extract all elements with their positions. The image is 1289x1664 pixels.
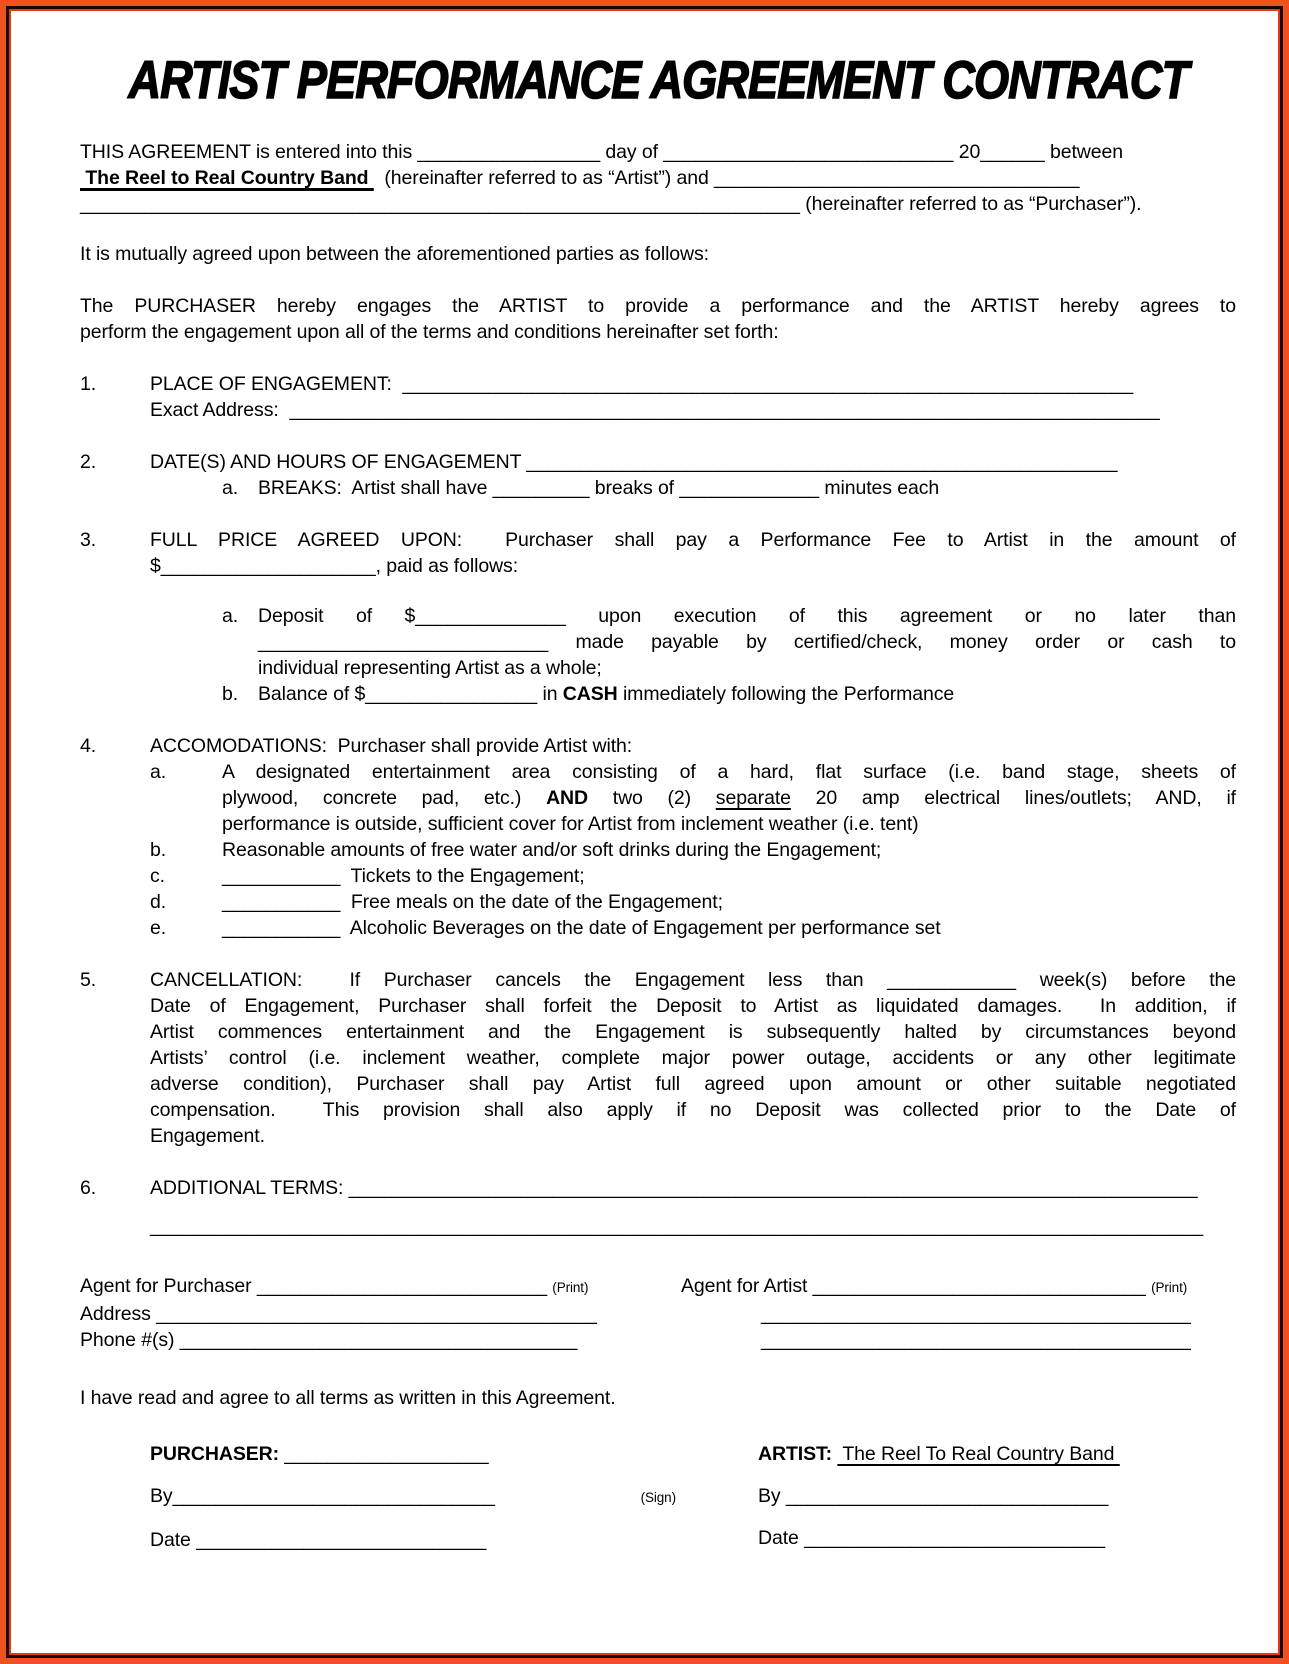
- text-run: Artist commences entertainment and the Engagement is subsequently halted by circumstances beyond: [150, 1020, 1236, 1043]
- opening-paragraph: [80, 139, 1236, 217]
- text-run: AND: [546, 786, 589, 809]
- text-run: Artists’ control (i.e. inclement weather, complete major power outage, accidents or any other legitimate: [150, 1046, 1236, 1069]
- text-run: Free meals on the date of the Engagement;: [340, 890, 723, 913]
- text-run: ADDITIONAL TERMS:: [150, 1176, 349, 1199]
- text-run: PLACE OF ENGAGEMENT:: [150, 372, 403, 395]
- text-run: $: [150, 554, 161, 577]
- text-line: [222, 863, 1236, 889]
- text-line: [150, 553, 1236, 579]
- item-sub: [222, 475, 1236, 501]
- text-run: _________________________________________________________________________________: [289, 398, 1160, 421]
- text-run: A designated entertainment area consisting of a hard, flat surface (i.e. band stage, sheets of: [222, 760, 1236, 783]
- text-run: By: [758, 1484, 786, 1507]
- text-line: [150, 1019, 1236, 1045]
- text-line: [222, 811, 1236, 837]
- text-run: ____________________________________________________________________: [402, 372, 1134, 395]
- text-run: _____________: [679, 476, 820, 499]
- text-run: ____________________: [160, 554, 376, 577]
- text-line: [80, 1273, 650, 1301]
- sub-body: [222, 915, 1236, 941]
- text-line: [150, 371, 1236, 397]
- sub-body: [222, 837, 1236, 863]
- agent-for-artist-column: [681, 1273, 1236, 1353]
- text-run: Address: [80, 1302, 157, 1325]
- text-run: The PURCHASER hereby engages the ARTIST to provide a performance and the ARTIST hereby agrees to: [80, 294, 1236, 317]
- text-run: Engagement.: [150, 1124, 265, 1147]
- text-line: [758, 1483, 1236, 1509]
- text-line: [758, 1525, 1236, 1551]
- text-run: __________________________________________________________________________________________________: [150, 1214, 1204, 1237]
- artist-band-name: The Reel To Real Country Band: [837, 1442, 1120, 1465]
- text-line: [150, 1527, 690, 1553]
- page-title: ARTIST PERFORMANCE AGREEMENT CONTRACT: [128, 51, 1188, 110]
- text-run: Alcoholic Beverages on the date of Engagement per performance set: [340, 916, 941, 939]
- text-line: [150, 993, 1236, 1019]
- text-run: day of: [600, 140, 664, 163]
- sub-letter: b.: [222, 682, 239, 705]
- acknowledgement-line: I have read and agree to all terms as written in this Agreement.: [80, 1386, 616, 1409]
- text-line: [150, 1175, 1236, 1201]
- text-run: Exact Address:: [150, 398, 290, 421]
- mutual-agreement-line: It is mutually agreed upon between the aforementioned parties as follows:: [80, 242, 709, 265]
- text-run: ____________________________: [804, 1526, 1105, 1549]
- text-run: _____________________________________: [179, 1328, 578, 1351]
- text-run: ___________________________: [663, 140, 954, 163]
- text-run: (hereinafter referred to as “Purchaser”).: [799, 192, 1142, 215]
- item-body: [150, 371, 1236, 423]
- contract-item: [80, 449, 1236, 501]
- paper: [9, 9, 1280, 1655]
- text-run: ______________: [415, 604, 566, 627]
- print-label: (Print): [1151, 1279, 1188, 1295]
- text-line: [761, 1327, 1236, 1353]
- contract-item: [80, 733, 1236, 941]
- text-run: compensation. This provision shall also apply if no Deposit was collected prior to the Date of: [150, 1098, 1236, 1121]
- text-run: ___________: [222, 864, 341, 887]
- sub-body: [258, 681, 1236, 707]
- sub-letter: c.: [150, 864, 165, 887]
- text-run: ARTIST:: [758, 1442, 838, 1465]
- text-run: ________________________________________: [761, 1328, 1191, 1351]
- sub-body: [222, 759, 1236, 837]
- sub-letter: a.: [150, 760, 167, 783]
- text-line: [150, 1071, 1236, 1097]
- text-run: , paid as follows:: [375, 554, 519, 577]
- text-run: PURCHASER:: [150, 1442, 285, 1465]
- text-run: two (2): [588, 786, 716, 809]
- text-line: [222, 889, 1236, 915]
- item-sub: [150, 889, 1236, 915]
- text-run: ____________: [887, 968, 1017, 991]
- text-run: week(s) before the: [1016, 968, 1237, 991]
- text-run: _________: [492, 476, 590, 499]
- text-run: perform the engagement upon all of the terms and conditions hereinafter set forth:: [80, 320, 779, 343]
- text-run: minutes each: [819, 476, 940, 499]
- text-run: Deposit of $: [258, 604, 416, 627]
- text-run: BREAKS: Artist shall have: [258, 476, 493, 499]
- text-run: THIS AGREEMENT is entered into this: [80, 140, 418, 163]
- sub-body: [258, 603, 1236, 681]
- item-sub: [222, 603, 1236, 681]
- artist-signature-column: [758, 1441, 1236, 1569]
- text-line: [222, 915, 1236, 941]
- text-run: ___________: [222, 890, 341, 913]
- text-run: _______________________________________________________________________________: [348, 1176, 1198, 1199]
- text-run: individual representing Artist as a whole;: [258, 656, 602, 679]
- item-number: 4.: [80, 734, 97, 757]
- frame-black-border: [6, 6, 1283, 1658]
- text-line: [222, 785, 1236, 811]
- text-run: ______________________________: [785, 1484, 1109, 1507]
- text-line: [150, 967, 1236, 993]
- text-line: [258, 475, 1236, 501]
- text-run: ________________: [365, 682, 538, 705]
- text-run: ___________________: [284, 1442, 489, 1465]
- engagement-paragraph: [80, 293, 1236, 345]
- text-run: Date of Engagement, Purchaser shall forfeit the Deposit to Artist as liquidated damages. In addition, if: [150, 994, 1236, 1017]
- text-run: breaks of: [589, 476, 680, 499]
- item-number: 1.: [80, 372, 97, 395]
- text-line: [80, 191, 1236, 217]
- text-line: [150, 1213, 1236, 1239]
- item-sub: [150, 863, 1236, 889]
- text-line: [80, 1301, 650, 1327]
- text-run: (hereinafter referred to as “Artist”) and: [373, 166, 715, 189]
- text-run: Agent for Artist: [681, 1274, 813, 1297]
- item-body: [150, 733, 1236, 941]
- text-run: 20 amp electrical lines/outlets; AND, if: [790, 786, 1237, 809]
- item-sub: [150, 915, 1236, 941]
- text-line: [150, 1045, 1236, 1071]
- text-run: ______: [980, 140, 1045, 163]
- text-line: [258, 655, 1236, 681]
- text-line: [150, 733, 1236, 759]
- contract-item: [80, 527, 1236, 707]
- text-line: [681, 1273, 1236, 1301]
- text-line: [80, 293, 1236, 319]
- item-body: [150, 527, 1236, 707]
- numbered-items: [80, 371, 1236, 1239]
- sign-label: (Sign): [640, 1489, 676, 1505]
- text-line: [150, 1123, 1236, 1149]
- text-line: [150, 1483, 690, 1511]
- text-run: ___________________________________________________________________: [80, 192, 800, 215]
- item-body: [150, 1175, 1236, 1239]
- text-line: [222, 837, 1236, 863]
- text-run: performance is outside, sufficient cover for Artist from inclement weather (i.e. tent): [222, 812, 919, 835]
- agent-for-purchaser-column: [80, 1273, 650, 1353]
- text-run: CANCELLATION: If Purchaser cancels the Engagement less than: [150, 968, 888, 991]
- sub-letter: d.: [150, 890, 167, 913]
- text-run: Reasonable amounts of free water and/or soft drinks during the Engagement;: [222, 838, 882, 861]
- text-run: Agent for Purchaser: [80, 1274, 257, 1297]
- text-run: Tickets to the Engagement;: [340, 864, 585, 887]
- text-run: plywood, concrete pad, etc.): [222, 786, 547, 809]
- text-line: [80, 139, 1236, 165]
- item-number: 5.: [80, 968, 97, 991]
- text-run: between: [1044, 140, 1124, 163]
- purchaser-signature-column: [150, 1441, 690, 1569]
- text-line: [150, 527, 1236, 553]
- text-run: Date: [150, 1528, 197, 1551]
- text-line: [80, 1327, 650, 1353]
- text-run: CASH: [562, 682, 618, 705]
- text-line: [761, 1301, 1236, 1327]
- text-line: [258, 603, 1236, 629]
- agents-section: [80, 1273, 1236, 1353]
- text-run: Phone #(s): [80, 1328, 180, 1351]
- artist-band-name: The Reel to Real Country Band: [80, 166, 374, 189]
- text-run: ___________________________: [256, 1274, 547, 1297]
- text-run: By: [150, 1484, 173, 1507]
- sub-letter: a.: [222, 604, 239, 627]
- text-run: 20: [953, 140, 981, 163]
- title-area: [80, 53, 1236, 109]
- text-run: made payable by certified/check, money order or cash to: [548, 630, 1236, 653]
- sub-letter: a.: [222, 476, 239, 499]
- item-number: 6.: [80, 1176, 97, 1199]
- text-run: upon execution of this agreement or no later than: [565, 604, 1236, 627]
- contract-item: [80, 967, 1236, 1149]
- text-run: ACCOMODATIONS: Purchaser shall provide Artist with:: [150, 734, 633, 757]
- sub-letter: b.: [150, 838, 167, 861]
- text-run: adverse condition), Purchaser shall pay Artist full agreed upon amount or other suitable negotiated: [150, 1072, 1236, 1095]
- text-run: ___________________________: [196, 1528, 487, 1551]
- text-run: immediately following the Performance: [617, 682, 955, 705]
- text-run: __________________________________: [714, 166, 1080, 189]
- text-run: ___________________________: [258, 630, 549, 653]
- text-line: [150, 1097, 1236, 1123]
- sub-body: [222, 863, 1236, 889]
- sub-letter: e.: [150, 916, 167, 939]
- text-line: [258, 629, 1236, 655]
- text-line: [150, 1441, 690, 1467]
- text-line: [222, 759, 1236, 785]
- item-sub: [222, 681, 1236, 707]
- text-line: [150, 449, 1236, 475]
- item-sub: [150, 759, 1236, 837]
- text-run: separate: [715, 786, 791, 809]
- text-run: in: [537, 682, 563, 705]
- text-run: ______________________________: [172, 1484, 495, 1507]
- text-line: [758, 1441, 1236, 1467]
- text-run: ________________________________________: [761, 1302, 1191, 1325]
- text-run: _______________________________: [812, 1274, 1146, 1297]
- text-line: [258, 681, 1236, 707]
- sub-body: [258, 475, 1236, 501]
- text-run: ___________: [222, 916, 341, 939]
- text-run: FULL PRICE AGREED UPON: Purchaser shall pay a Performance Fee to Artist in the amount of: [150, 528, 1236, 551]
- item-body: [150, 449, 1236, 501]
- contract-item: [80, 371, 1236, 423]
- item-number: 2.: [80, 450, 97, 473]
- text-line: [80, 165, 1236, 191]
- text-run: DATE(S) AND HOURS OF ENGAGEMENT: [150, 450, 527, 473]
- text-run: _________________________________________: [156, 1302, 597, 1325]
- item-body: [150, 967, 1236, 1149]
- text-run: Date: [758, 1526, 805, 1549]
- text-line: [80, 319, 1236, 345]
- item-sub: [150, 837, 1236, 863]
- text-run: _______________________________________________________: [526, 450, 1118, 473]
- sub-body: [222, 889, 1236, 915]
- contract-item: [80, 1175, 1236, 1239]
- print-label: (Print): [552, 1279, 589, 1295]
- signature-section: [150, 1441, 1236, 1569]
- item-number: 3.: [80, 528, 97, 551]
- text-run: _________________: [417, 140, 601, 163]
- text-line: [150, 397, 1236, 423]
- text-run: Balance of $: [258, 682, 366, 705]
